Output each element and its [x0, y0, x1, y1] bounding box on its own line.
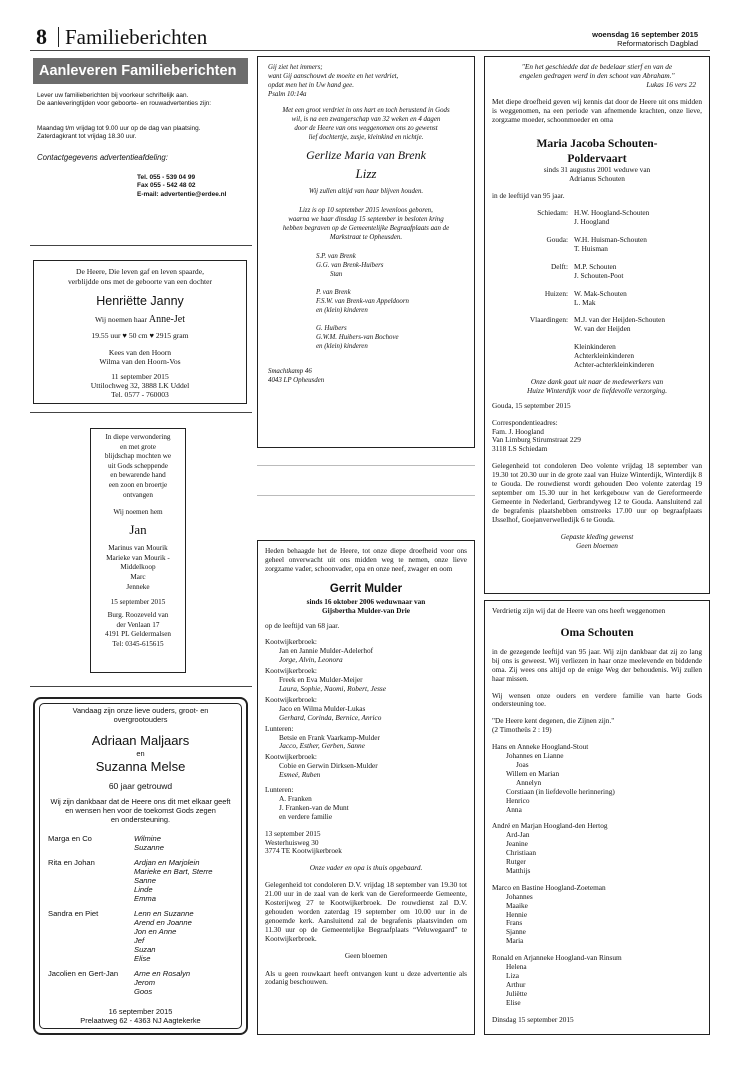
intro-line: Met een groot verdriet in ons hart en toch berustend in Gods: [282, 107, 450, 114]
family-group: [316, 324, 464, 351]
header-newspaper: Reformatorisch Dagblad: [617, 39, 698, 48]
member: Johannes en Lianne: [506, 751, 564, 761]
member: Arthur: [506, 979, 526, 989]
address-line: Smachtkamp 46: [268, 368, 312, 375]
member: Lenn en Suzanne: [134, 909, 194, 918]
member: Sjanne: [506, 927, 526, 937]
maria-since: [492, 166, 702, 184]
parent: Wilma van den Hoorn-Vos: [99, 357, 181, 366]
family-row: [492, 236, 702, 254]
contact-email[interactable]: E-mail: advertentie@erdee.nl: [137, 190, 227, 198]
anniversary-years: 60 jaar getrouwd: [108, 781, 173, 791]
family-group: [265, 786, 467, 822]
birth-jan-intro: [91, 433, 185, 500]
anniversary-thanks: [40, 797, 241, 824]
member: Jeanine: [506, 839, 528, 849]
member: Christiaan: [506, 848, 536, 858]
member: Emma: [134, 894, 156, 903]
family-group: [265, 696, 467, 723]
maria-correspondence: [492, 419, 702, 455]
member: Jef: [134, 936, 145, 945]
family-head: Ronald en Arjanneke Hoogland-van Rinsum: [492, 953, 622, 963]
family-names: Jan en Jannie Mulder-Adelerhof: [279, 646, 374, 656]
family-line: Marinus van Mourik: [108, 544, 168, 553]
oma-date: Dinsdag 15 september 2015: [492, 1014, 574, 1024]
lizz-memory: Wij zullen altijd van haar blijven houden.: [308, 188, 424, 195]
family-names: Cobie en Gerwin Dirksen-Mulder: [279, 761, 378, 771]
maria-quote: [492, 63, 702, 81]
anniversary-name2: Suzanna Melse: [95, 759, 186, 774]
intro-line: wil, is na een zwangerschap van 32 weken en 4 dagen: [291, 116, 441, 123]
family-place: Kootwijkerbroek:: [265, 637, 317, 647]
family-children: Gerhard, Corinda, Bernice, Anrico: [279, 712, 382, 722]
verse-text: "De Heere kent degenen, die Zijnen zijn.": [492, 716, 615, 726]
member: Goos: [134, 987, 153, 996]
member: Willem en Marian: [506, 768, 560, 778]
family-line: en (klein) kinderen: [316, 307, 368, 314]
family-members: [492, 831, 702, 876]
address-line: 11 september 2015: [111, 372, 169, 381]
intro-line: In diepe verwondering: [105, 433, 171, 441]
correspondence-line: 3118 LS Schiedam: [492, 444, 548, 454]
family-names: [574, 343, 702, 370]
anniversary-and: en: [136, 749, 145, 758]
member: Rutger: [506, 857, 526, 867]
member: Ard-Jan: [506, 830, 530, 840]
header-divider: [58, 27, 59, 47]
anniversary-date: 16 september 2015: [108, 1007, 173, 1016]
correspondence-line: Correspondentieadres:: [492, 417, 558, 427]
aanleveren-title: Aanleveren Familieberichten: [33, 58, 248, 84]
birth-jan-date: 15 september 2015: [110, 598, 166, 607]
page-number: 8: [36, 24, 47, 49]
family-couple: Sandra en Piet: [48, 909, 99, 918]
intro-line: en met grote: [120, 442, 156, 451]
oma-verse: [492, 717, 702, 735]
gerrit-address: [265, 830, 467, 857]
oma-intro: Verdrietig zijn wij dat de Heere van ons heeft weggenomen: [492, 606, 666, 615]
lizz-details: [268, 206, 464, 242]
family-children: Laura, Sophie, Naomi, Robert, Jesse: [279, 683, 387, 693]
aanleveren-line: Lever uw familieberichten bij voorkeur schriftelijk aan.: [37, 92, 189, 99]
family-names: [574, 209, 702, 227]
oma-text2: Wij wensen onze ouders en verdere familie van harte Gods ondersteuning toe.: [492, 690, 702, 709]
maria-name: [492, 136, 702, 166]
family-members: [134, 858, 241, 903]
contact-tel: Tel. 055 - 539 04 99: [137, 174, 196, 182]
aanleveren-text: [33, 84, 248, 141]
member: Elise: [134, 954, 151, 963]
aanleveren-line: De aanleveringtijden voor geboorte- en rouwadvertenties zijn:: [37, 100, 212, 108]
anniversary-footer: [40, 1007, 241, 1025]
member: Wilmine: [134, 834, 161, 843]
family-line: S.P. van Brenk: [316, 253, 356, 260]
intro-line: verblijdde ons met de geboorte van een dochter: [67, 276, 213, 286]
gerrit-flowers: Geen bloemen: [344, 950, 388, 960]
birth-jan-name: Jan: [129, 522, 147, 538]
verse-line: opdat men het in Uw hand gee.: [268, 82, 354, 89]
maria-age: in de leeftijd van 95 jaar.: [492, 191, 565, 201]
gerrit-intro: Heden behaagde het de Heere, tot onze diepe droefheid voor ons geheel onverwacht uit ons midden weg te nemen, onze lieve zorgzame vader, schoonvader, opa en onze neef, zwager en oom: [265, 546, 467, 573]
family-group: [265, 725, 467, 752]
family-group: [48, 909, 241, 963]
maria-ad: [484, 56, 710, 594]
member: Juliëtte: [506, 988, 528, 998]
mid-divider-1: [257, 465, 475, 466]
family-group: [265, 667, 467, 694]
gerrit-ad: [257, 540, 475, 1035]
name: Kleinkinderen: [574, 342, 616, 352]
dress-line: Geen bloemen: [576, 540, 618, 550]
gerrit-since: [265, 598, 467, 616]
name: M.P. Schouten: [574, 261, 617, 271]
family-head: Hans en Anneke Hoogland-Stout: [492, 742, 589, 752]
birth-janny-address: [34, 372, 246, 399]
intro-line: lief dochtertje, zusje, kleinkind en nichtje.: [308, 134, 424, 141]
gerrit-name: Gerrit Mulder: [329, 582, 403, 595]
name-line: Maria Jacoba Schouten-: [536, 137, 658, 151]
anniversary-inner: [39, 703, 242, 1029]
family-group: [265, 753, 467, 780]
family-names: [574, 290, 702, 308]
oma-name: Oma Schouten: [560, 625, 634, 639]
family-head: André en Marjan Hoogland-den Hertog: [492, 821, 608, 831]
lizz-family: [268, 252, 464, 351]
family-group: [48, 969, 241, 996]
section-title: Familieberichten: [65, 25, 208, 49]
callname: Anne-Jet: [148, 314, 185, 325]
member: Linde: [134, 885, 153, 894]
family-names: Freek en Eva Mulder-Meijer: [279, 675, 363, 685]
anniversary-name1: Adriaan Maljaars: [91, 733, 190, 748]
family-line: Middelkoop: [120, 563, 156, 572]
lizz-name: Gerlize Maria van Brenk: [306, 148, 426, 162]
family-members: [492, 893, 702, 946]
family-names: [574, 263, 702, 281]
member: Joas: [516, 759, 529, 769]
maria-dress: [492, 533, 702, 551]
maria-ref: Lukas 16 vers 22: [646, 79, 696, 89]
details-line: Markstraat te Opheusden.: [329, 234, 403, 241]
family-row: [492, 209, 702, 227]
family-children: Jacco, Esther, Gerben, Sanne: [279, 741, 365, 751]
thanks-line: Huize Winterdijk voor de liefdevolle verzorging.: [526, 385, 668, 395]
family-row: [492, 343, 702, 370]
oma-ad: [484, 600, 710, 1035]
gerrit-info: Gelegenheid tot condoleren D.V. vrijdag 18 september van 19.30 tot 21.00 uur in de zaal van de kerk van de Gereformeerde Gemeente, Kosterijweg 27 te Kootwijkerbroek. De rouwdienst zal D.V. gehouden worden zaterdag 19 september om 10.00 uur in de genoemde kerk. Aansluitend zal de begrafenis plaatsvinden om 11.30 uur op de Gemeentelijke Begraafplaats “Veluwegaard” te Kootwijkerbroek.: [265, 880, 467, 943]
family-members: [134, 909, 241, 963]
family-group: [492, 743, 702, 814]
verse-line: Psalm 10:14a: [268, 91, 307, 98]
intro-line: ontvangen: [123, 490, 153, 499]
address-line: 3774 TE Kootwijkerbroek: [265, 846, 342, 856]
address-line: 4043 LP Opheusden: [268, 377, 325, 384]
address-line: 4191 PL Geldermalsen: [104, 630, 171, 639]
member: Jon en Anne: [134, 927, 177, 936]
verse-line: Gij ziet het immers;: [268, 64, 323, 71]
lizz-ad: [257, 56, 475, 448]
family-names: J. Franken-van de Munt: [279, 802, 349, 812]
member: Matthijs: [506, 865, 531, 875]
aanleveren-line: Zaterdagkrant tot vrijdag 18.30 uur.: [37, 132, 137, 140]
details-line: hebben begraven op de Gemeentelijke Begraafplaats aan de: [282, 225, 450, 232]
maria-intro: Met diepe droefheid geven wij kennis dat door de Heere uit ons midden is weggenomen, na een periode van afnemende krachten, onze lieve, zorgzame moeder, schoonmoeder en oma: [492, 96, 702, 124]
family-line: Stan: [330, 271, 343, 278]
member: Corstiaan (in liefdevolle herinnering): [506, 786, 615, 796]
gerrit-note: Onze vader en opa is thuis opgebaard.: [309, 863, 423, 873]
member: Suzanne: [134, 843, 164, 852]
contact-fax: Fax 055 - 542 48 02: [137, 182, 196, 190]
family-couple: Marga en Co: [48, 834, 92, 843]
left-divider-3: [30, 686, 252, 687]
family-place: Kootwijkerbroek:: [265, 752, 317, 762]
birth-janny-ad: [33, 260, 247, 404]
family-row: [492, 316, 702, 334]
birth-jan-address: [91, 611, 185, 649]
family-line: Jenneke: [126, 582, 150, 591]
verse-ref: (2 Timotheüs 2 : 19): [492, 725, 552, 735]
member: Sanne: [134, 876, 156, 885]
family-members: [134, 834, 241, 852]
family-couple: Jacolien en Gert-Jan: [48, 969, 119, 978]
anniversary-families: [40, 834, 241, 996]
name-line: Poldervaart: [567, 152, 627, 166]
family-place: Vlaardingen:: [529, 315, 568, 325]
family-place: Kootwijkerbroek:: [265, 694, 317, 704]
callname-prefix: Wij noemen haar: [95, 315, 149, 324]
aanleveren-line: Maandag t/m vrijdag tot 9.00 uur op de dag van plaatsing.: [37, 124, 201, 132]
member: Marieke en Bart, Sterre: [134, 867, 213, 876]
aanleveren-box: [33, 58, 248, 236]
gerrit-families: [265, 638, 467, 821]
address-line: 13 september 2015: [265, 828, 321, 838]
oma-text1: in de gezegende leeftijd van 95 jaar. Wij zijn dankbaar dat zij zo lang bij ons is geweest. Wij verliezen in haar onze meelevende en biddende oma. Zij wees ons altijd op de enige Weg der behoudenis. Wij zullen haar missen.: [492, 646, 702, 683]
member: Frans: [506, 918, 523, 928]
left-divider-2: [30, 412, 252, 413]
birth-janny-intro: [34, 267, 246, 286]
address-line: Westerhuisweg 30: [265, 837, 319, 847]
dress-line: Gepaste kleding gewenst: [560, 531, 634, 541]
member: Suzan: [134, 945, 156, 954]
name: M.J. van der Heijden-Schouten: [574, 315, 665, 325]
name: Achterkleinkinderen: [574, 351, 634, 361]
member: Helena: [506, 962, 527, 972]
family-line: G. Huibers: [316, 325, 347, 332]
header-rule: [30, 50, 710, 51]
name: J. Schouten-Poot: [574, 270, 624, 280]
family-row: [492, 263, 702, 281]
family-place: Lunteren:: [265, 723, 294, 733]
oma-families: [492, 743, 702, 1007]
family-group: [316, 288, 464, 315]
family-place: Schiedam:: [537, 208, 568, 218]
maria-families: [492, 209, 702, 370]
thanks-line: en ondersteuning.: [110, 815, 171, 824]
family-line: en (klein) kinderen: [316, 343, 368, 350]
aanleveren-spacer: [37, 117, 244, 125]
family-children: Jorge, Alvin, Leonora: [279, 655, 343, 665]
family-row: [492, 290, 702, 308]
family-place: Delft:: [550, 261, 568, 271]
family-group: [492, 954, 702, 1007]
birth-janny-parents: [34, 348, 246, 366]
family-line: Marc: [130, 572, 146, 581]
intro-line: en bewarende hand: [110, 471, 166, 480]
family-line: G.W.M. Huibers-van Bochove: [316, 334, 399, 341]
left-divider-1: [30, 245, 252, 246]
verse-line: want Gij aanschouwt de moeite en het verdriet,: [268, 73, 399, 80]
since-line: Gijsbertha Mulder-van Drie: [321, 605, 411, 615]
maria-info: Gelegenheid tot condoleren Deo volente vrijdag 18 september van 19.30 tot 20.30 uur in de grote zaal van Huize Winterdijk, Winterdijk 8 te Gouda. De rouwdienst wordt gehouden Deo volente zaterdag 19 september om 15.30 uur in het kerkgebouw van de Gereformeerde Gemeente in Nederland, Gerbrandyweg 12 te Gouda. Aansluitend zal de begrafenis plaatshebben omstreeks 17.00 uur op begraafplaats IJsselhof, Goejanverwelledijk 6 te Gouda.: [492, 461, 702, 524]
birth-janny-callname: [34, 314, 246, 325]
member: Arend en Joanne: [134, 918, 192, 927]
birth-janny-name: Henriëtte Janny: [96, 294, 184, 308]
gerrit-age: op de leeftijd van 68 jaar.: [265, 620, 340, 630]
family-names: [574, 316, 702, 334]
name: W. Mak-Schouten: [574, 288, 627, 298]
family-place: [492, 343, 568, 370]
quote-line: engelen gedragen werd in den schoot van Abraham.": [519, 70, 675, 80]
family-members: [492, 752, 702, 814]
details-line: waarna we haar dinsdag 15 september in besloten kring: [288, 216, 444, 223]
correspondence-line: Van Limburg Stirumstraat 229: [492, 435, 581, 445]
member: Ardjan en Marjolein: [134, 858, 200, 867]
member: Johannes: [506, 891, 533, 901]
lizz-verse: [268, 63, 464, 99]
family-line: P. van Brenk: [316, 289, 351, 296]
name: L. Mak: [574, 297, 596, 307]
family-couple: Rita en Johan: [48, 858, 95, 867]
family-head: Marco en Bastine Hoogland-Zoeteman: [492, 882, 606, 892]
intro-line: Vandaag zijn onze lieve ouders, groot- en: [72, 706, 209, 715]
intro-line: uit Gods scheppende: [108, 461, 168, 470]
mid-divider-2: [257, 495, 475, 496]
family-place: Kootwijkerbroek:: [265, 666, 317, 676]
thanks-line: en wensen hen voor de toekomst Gods zegen: [65, 806, 216, 815]
contact-label: Contactgegevens advertentieafdeling:: [37, 153, 168, 163]
family-line: Marieke van Mourik -: [106, 553, 170, 562]
since-line: sinds 16 oktober 2006 weduwnaar van: [306, 596, 426, 606]
family-line: G.G. van Brenk-Huibers: [316, 262, 384, 269]
lizz-intro: [268, 106, 464, 142]
header-date: woensdag 16 september 2015: [592, 30, 698, 39]
gerrit-footer: Als u geen rouwkaart heeft ontvangen kunt u deze advertentie als zodanig beschouwen.: [265, 968, 467, 987]
anniversary-intro: [40, 706, 241, 724]
address-line: Uttilochweg 32, 3888 LK Uddel: [90, 381, 190, 390]
anniversary-address: Prelaatweg 62 - 4363 NJ Aagtekerke: [80, 1016, 201, 1025]
since-line: Adrianus Schouten: [569, 174, 625, 184]
lizz-callname: Lizz: [355, 166, 377, 181]
since-line: sinds 31 augustus 2001 weduwe van: [543, 165, 651, 175]
family-line: F.S.W. van Brenk-van Appeldoorn: [316, 298, 410, 305]
family-names: en verdere familie: [279, 811, 333, 821]
member: Maaike: [506, 900, 528, 910]
family-names: Betsie en Frank Vaarkamp-Mulder: [279, 732, 380, 742]
family-group: [48, 834, 241, 852]
thanks-line: Onze dank gaat uit naar de medewerkers van: [530, 376, 664, 386]
family-members: [492, 963, 702, 1008]
member: Anna: [506, 804, 522, 814]
correspondence-line: Fam. J. Hoogland: [492, 426, 544, 436]
member: Elise: [506, 997, 521, 1007]
address-line: Tel: 0345-615615: [112, 639, 164, 648]
aanleveren-spacer: [37, 109, 244, 117]
family-names: Jaco en Wilma Mulder-Lukas: [279, 703, 366, 713]
name: T. Huisman: [574, 243, 608, 253]
thanks-line: Wij zijn dankbaar dat de Heere ons dit met elkaar geeft: [50, 797, 231, 806]
details-line: Lizz is op 10 september 2015 levenloos geboren,: [299, 207, 433, 214]
name: W. van der Heijden: [574, 324, 631, 334]
address-line: Tel. 0577 - 760003: [111, 390, 169, 399]
intro-line: door de Heere van ons weggenomen ons zo gewenst: [294, 125, 438, 132]
name: H.W. Hoogland-Schouten: [574, 208, 650, 218]
intro-line: blijdschap mochten we: [104, 452, 172, 461]
name: Achter-achterkleinkinderen: [574, 360, 655, 370]
family-children: Esmeé, Ruben: [279, 770, 321, 780]
member: Henrico: [506, 795, 530, 805]
birth-jan-family: [91, 544, 185, 592]
maria-thanks: [492, 378, 702, 396]
member: Liza: [506, 971, 519, 980]
parent: Kees van den Hoorn: [108, 348, 172, 357]
birth-jan-callname-label: Wij noemen hem: [113, 508, 163, 517]
family-group: [316, 252, 464, 279]
family-place: Gouda:: [546, 234, 568, 244]
member: Jerom: [134, 978, 156, 987]
family-names: [574, 236, 702, 254]
member: Arne en Rosalyn: [134, 969, 191, 978]
address-line: der Venlaan 17: [116, 620, 160, 629]
family-group: [492, 822, 702, 875]
family-members: [134, 969, 241, 996]
family-place: Huizen:: [544, 288, 568, 298]
family-place: Lunteren:: [265, 785, 294, 795]
contact-details: [33, 162, 248, 199]
address-line: Burg. Roozeveld van: [107, 611, 169, 620]
family-names: A. Franken: [279, 793, 312, 803]
member: Maria: [506, 936, 524, 946]
member: Annelyn: [516, 777, 542, 787]
member: Hennie: [506, 909, 528, 919]
intro-line: De Heere, Die leven gaf en leven spaarde,: [76, 267, 204, 276]
name: J. Hoogland: [574, 217, 610, 227]
anniversary-ad: [33, 697, 248, 1035]
family-group: [265, 638, 467, 665]
birth-janny-details: 19.55 uur ♥ 50 cm ♥ 2915 gram: [91, 331, 189, 340]
name: W.H. Huisman-Schouten: [574, 234, 647, 244]
quote-line: "En het geschiedde dat de bedelaar stierf en van de: [521, 62, 673, 71]
lizz-address: [268, 367, 464, 385]
maria-place-date: Gouda, 15 september 2015: [492, 400, 571, 410]
birth-jan-ad: [90, 428, 186, 673]
intro-line: overgrootouders: [113, 715, 168, 724]
intro-line: een zoon en broertje: [108, 480, 168, 489]
family-group: [48, 858, 241, 903]
family-group: [492, 884, 702, 946]
